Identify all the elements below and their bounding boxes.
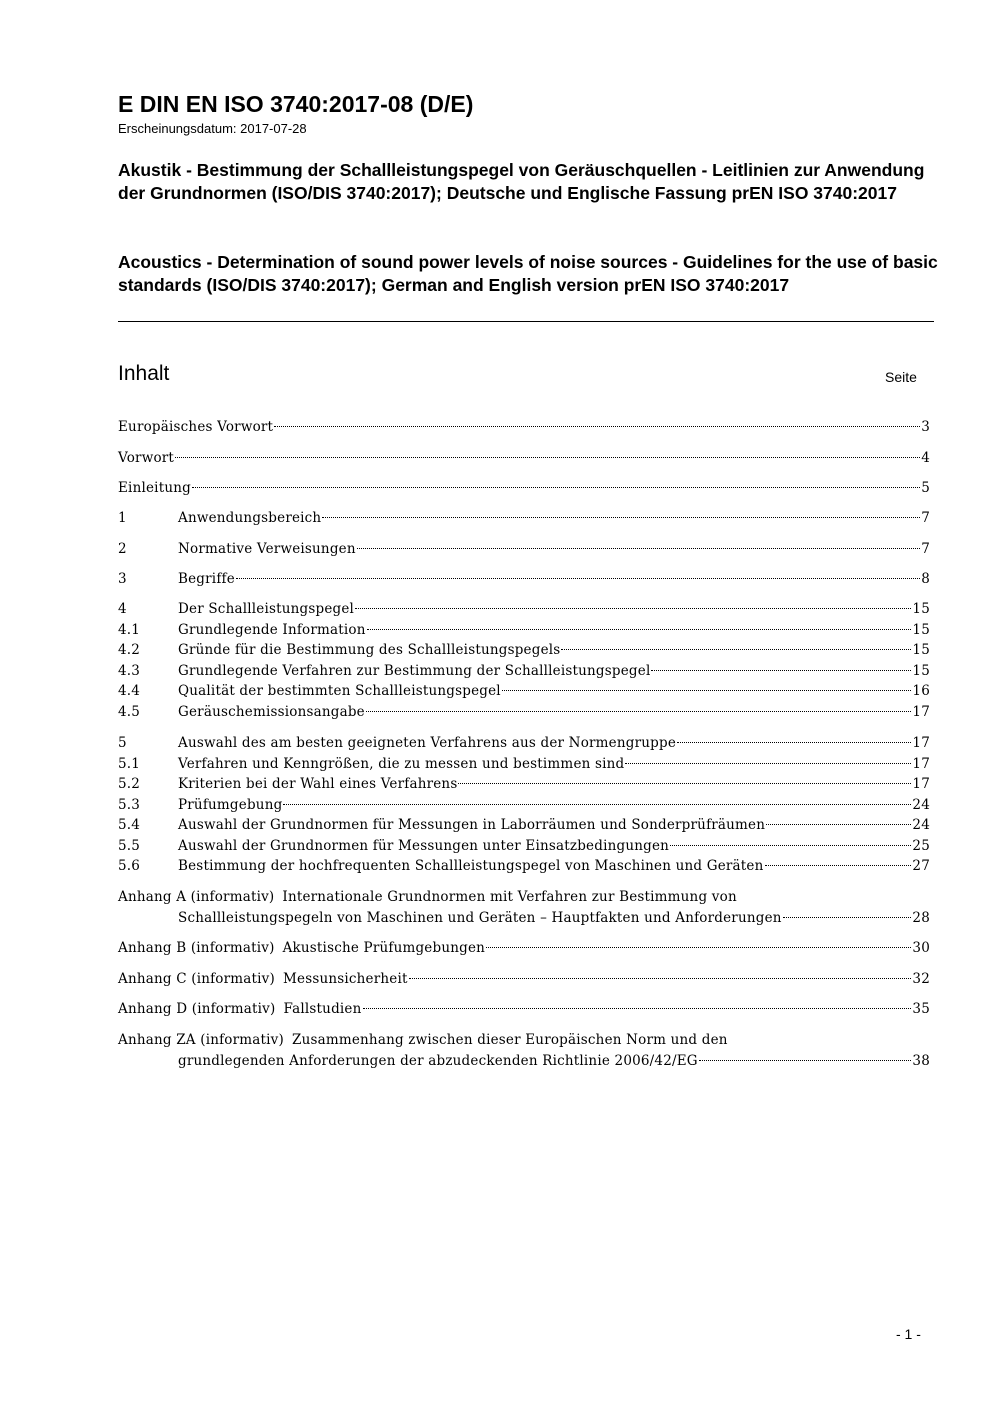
toc-leader [625, 763, 911, 764]
toc-entry[interactable] [118, 681, 930, 702]
toc-entry-page: 15 [912, 642, 930, 658]
toc-leader [367, 629, 912, 630]
toc-entry-label: Einleitung [118, 480, 191, 496]
toc-entry-number: 3 [118, 571, 127, 587]
annex-prefix: Anhang B (informativ) [118, 940, 275, 956]
toc-entry-label: Normative Verweisungen [178, 541, 356, 557]
toc-entry[interactable] [118, 774, 930, 795]
toc-leader [486, 947, 911, 948]
annex-prefix: Anhang A (informativ) [118, 889, 275, 905]
toc-entry-page: 25 [912, 838, 930, 854]
toc-entry-page: 17 [912, 704, 930, 720]
toc-leader [677, 742, 911, 743]
toc-entry[interactable] [118, 599, 930, 620]
toc-leader [283, 804, 911, 805]
toc-entry[interactable] [118, 754, 930, 775]
toc-entry[interactable] [118, 508, 930, 529]
toc-leader [783, 917, 912, 918]
toc-entry-label: Grundlegende Verfahren zur Bestimmung der Schallleistungspegel [178, 663, 651, 679]
toc-entry-number: 5.4 [118, 817, 141, 833]
toc-entry[interactable] [118, 569, 930, 590]
annex-prefix: Anhang D (informativ) [118, 1001, 276, 1017]
annex-title: Messunsicherheit [282, 971, 408, 987]
toc-entry-label: Geräuschemissionsangabe [178, 704, 365, 720]
toc-leader [363, 1008, 912, 1009]
annex-prefix: Anhang C (informativ) [118, 971, 275, 987]
toc-leader [502, 690, 912, 691]
toc-entry[interactable] [118, 448, 930, 469]
toc-entry-number: 5.3 [118, 797, 141, 813]
toc-leader [765, 865, 912, 866]
toc-entry-page: 17 [912, 776, 930, 792]
toc-entry-label: Anwendungsbereich [178, 510, 322, 526]
toc-leader [175, 457, 920, 458]
toc-entry-number: 2 [118, 541, 127, 557]
toc-entry[interactable] [118, 661, 930, 682]
toc-entry-label: Grundlegende Information [178, 622, 366, 638]
toc-leader [192, 487, 920, 488]
toc-entry-label: Qualität der bestimmten Schallleistungspegel [178, 683, 501, 699]
toc-entry[interactable] [118, 620, 930, 641]
toc-entry-page: 7 [921, 510, 930, 526]
toc-entry-number: 4.4 [118, 683, 141, 699]
toc-leader [236, 578, 920, 579]
toc-leader [670, 845, 911, 846]
toc-entry-page: 3 [921, 419, 930, 435]
toc-entry-page: 17 [912, 756, 930, 772]
toc-entry-label: Kriterien bei der Wahl eines Verfahrens [178, 776, 458, 792]
toc-entry-number: 5.6 [118, 858, 141, 874]
toc-leader [458, 783, 911, 784]
toc-entry-page: 4 [921, 450, 930, 466]
toc-entry-page: 15 [912, 622, 930, 638]
toc-leader [699, 1060, 912, 1061]
toc-entry-number: 4.2 [118, 642, 141, 658]
annex-title-line2: Schallleistungspegeln von Maschinen und Geräten – Hauptfakten und Anforderungen [178, 910, 782, 926]
toc-entry-number: 5.1 [118, 756, 141, 772]
toc-entry[interactable] [118, 640, 930, 661]
toc-entry-label: Gründe für die Bestimmung des Schallleistungspegels [178, 642, 561, 658]
toc-entry-number: 1 [118, 510, 127, 526]
toc-entry[interactable] [118, 417, 930, 438]
toc-entry[interactable] [118, 836, 930, 857]
toc-entry-number: 4.1 [118, 622, 141, 638]
annex-title: Akustische Prüfumgebungen [282, 940, 486, 956]
toc-entry[interactable] [118, 539, 930, 560]
annex-title-line2: grundlegenden Anforderungen der abzudeckenden Richtlinie 2006/42/EG [178, 1053, 698, 1069]
toc-entry-label: Auswahl der Grundnormen für Messungen unter Einsatzbedingungen [178, 838, 670, 854]
toc-annex-entry[interactable] [118, 887, 930, 929]
toc-entry-number: 4.3 [118, 663, 141, 679]
toc-entry-label: Europäisches Vorwort [118, 419, 274, 435]
toc-leader [651, 670, 911, 671]
toc-entry-label: Begriffe [178, 571, 235, 587]
toc-entry-page: 24 [912, 797, 930, 813]
publication-date: Erscheinungsdatum: 2017-07-28 [118, 121, 307, 136]
toc-entry-number: 4 [118, 601, 127, 617]
annex-page: 38 [912, 1053, 930, 1069]
title-german: Akustik - Bestimmung der Schallleistungspegel von Geräuschquellen - Leitlinien zur Anwendung der Grundnormen (ISO/DIS 3740:2017); Deutsche und Englische Fassung prEN ISO 3740:2017 [118, 160, 925, 203]
toc-entry-number: 5 [118, 735, 127, 751]
toc-leader [274, 426, 920, 427]
title-english: Acoustics - Determination of sound power levels of noise sources - Guidelines for the use of basic standards (ISO/DIS 3740:2017); German and English version prEN ISO 3740:2017 [118, 252, 938, 295]
toc-leader [409, 978, 912, 979]
annex-page: 35 [912, 1001, 930, 1017]
toc-entry-label: Der Schallleistungspegel [178, 601, 355, 617]
annex-page: 32 [912, 971, 930, 987]
document-id: E DIN EN ISO 3740:2017-08 (D/E) [118, 91, 474, 117]
toc-entry-page: 27 [912, 858, 930, 874]
toc-entry-number: 5.5 [118, 838, 141, 854]
toc-entry[interactable] [118, 733, 930, 754]
toc-entry[interactable] [118, 478, 930, 499]
toc-entry-number: 5.2 [118, 776, 141, 792]
toc-entry-page: 17 [912, 735, 930, 751]
toc-entry-label: Auswahl der Grundnormen für Messungen in Laborräumen und Sonderprüfräumen [178, 817, 766, 833]
toc-page-label: Seite [885, 369, 917, 385]
annex-page: 30 [912, 940, 930, 956]
toc-leader [322, 517, 920, 518]
header-divider [118, 321, 934, 322]
toc-entry[interactable] [118, 795, 930, 816]
toc-entry[interactable] [118, 815, 930, 836]
annex-title: Fallstudien [283, 1001, 362, 1017]
toc-leader [355, 608, 911, 609]
toc-entry-page: 7 [921, 541, 930, 557]
annex-title-line1: Internationale Grundnormen mit Verfahren zur Bestimmung von [282, 889, 737, 905]
toc-entry-label: Verfahren und Kenngrößen, die zu messen und bestimmen sind [178, 756, 625, 772]
toc-annex-entry[interactable] [118, 938, 930, 959]
annex-page: 28 [912, 910, 930, 926]
toc-leader [357, 548, 920, 549]
toc-entry-page: 8 [921, 571, 930, 587]
toc-entry-page: 15 [912, 601, 930, 617]
toc-entry-page: 5 [921, 480, 930, 496]
annex-title-line1: Zusammenhang zwischen dieser Europäischen Norm und den [291, 1032, 728, 1048]
toc-entry-page: 15 [912, 663, 930, 679]
toc-entry-label: Auswahl des am besten geeigneten Verfahrens aus der Normengruppe [178, 735, 677, 751]
toc-annex-entry[interactable] [118, 969, 930, 990]
page-number: - 1 - [896, 1326, 921, 1342]
annex-prefix: Anhang ZA (informativ) [118, 1032, 284, 1048]
toc-leader [561, 649, 911, 650]
toc-entry-page: 16 [912, 683, 930, 699]
toc-annex-entry[interactable] [118, 999, 930, 1020]
toc-entry-number: 4.5 [118, 704, 141, 720]
toc-entry[interactable] [118, 702, 930, 723]
toc-entry-page: 24 [912, 817, 930, 833]
toc-entry-label: Vorwort [118, 450, 175, 466]
toc-entry-label: Bestimmung der hochfrequenten Schallleistungspegel von Maschinen und Geräten [178, 858, 764, 874]
toc-leader [366, 711, 912, 712]
toc-heading: Inhalt [118, 362, 170, 385]
toc-entry-label: Prüfumgebung [178, 797, 283, 813]
toc-leader [766, 824, 911, 825]
toc-entry[interactable] [118, 856, 930, 877]
toc-annex-entry[interactable] [118, 1030, 930, 1072]
